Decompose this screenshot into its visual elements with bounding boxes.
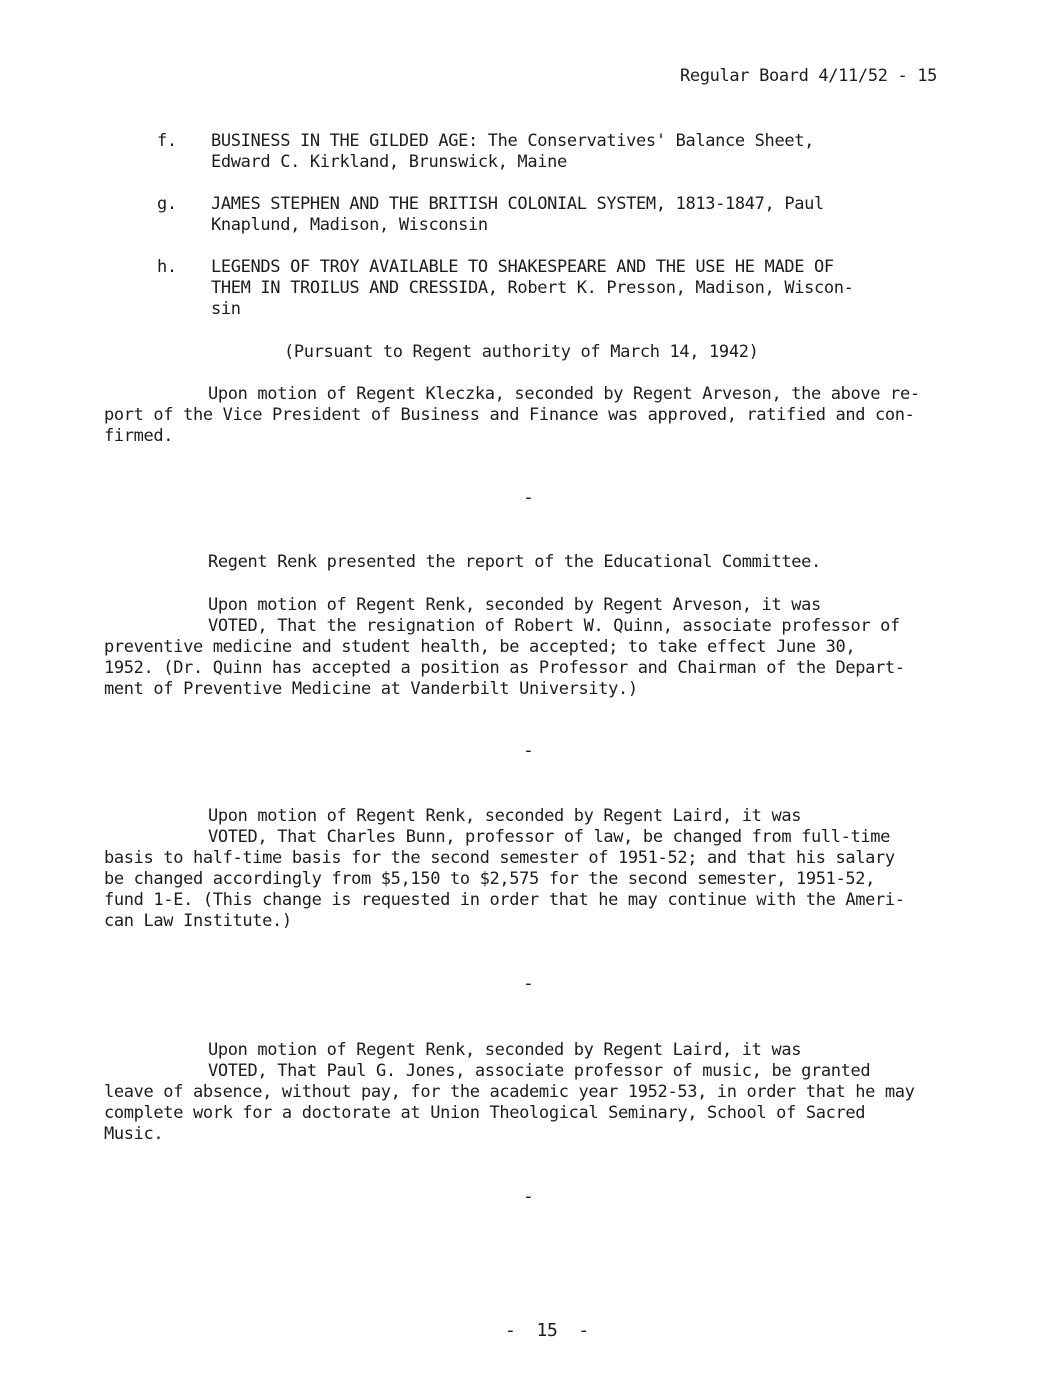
item-h-line-2: THEM IN TROILUS AND CRESSIDA, Robert K. Presson, Madison, Wiscon- <box>211 278 854 298</box>
motion3-line-1: Upon motion of Regent Renk, seconded by Regent Laird, it was <box>208 806 802 826</box>
pursuant-note: (Pursuant to Regent authority of March 14, 1942) <box>284 342 759 362</box>
item-f-letter: f. <box>157 131 177 151</box>
separator-3: - <box>523 973 534 994</box>
item-h-line-1: LEGENDS OF TROY AVAILABLE TO SHAKESPEARE AND THE USE HE MADE OF <box>211 257 834 277</box>
item-g-line-1: JAMES STEPHEN AND THE BRITISH COLONIAL SYSTEM, 1813-1847, Paul <box>211 194 824 214</box>
motion1-line-2: port of the Vice President of Business and Finance was approved, ratified and con- <box>104 405 915 425</box>
item-f-line-2: Edward C. Kirkland, Brunswick, Maine <box>211 152 567 172</box>
motion1-line-1: Upon motion of Regent Kleczka, seconded by Regent Arveson, the above re- <box>208 384 920 404</box>
item-h-letter: h. <box>157 257 177 277</box>
motion3-line-3: basis to half-time basis for the second semester of 1951-52; and that his salary <box>104 848 895 868</box>
motion4-line-1: Upon motion of Regent Renk, seconded by Regent Laird, it was <box>208 1040 802 1060</box>
motion3-line-6: can Law Institute.) <box>104 911 292 931</box>
motion2-line-2: VOTED, That the resignation of Robert W. Quinn, associate professor of <box>208 616 900 636</box>
separator-2: - <box>523 740 534 761</box>
motion3-line-4: be changed accordingly from $5,150 to $2,575 for the second semester, 1951-52, <box>104 869 876 889</box>
item-f-line-1: BUSINESS IN THE GILDED AGE: The Conservatives' Balance Sheet, <box>211 131 814 151</box>
motion4-line-5: Music. <box>104 1124 164 1144</box>
educational-committee-line: Regent Renk presented the report of the Educational Committee. <box>208 552 821 572</box>
motion4-line-3: leave of absence, without pay, for the academic year 1952-53, in order that he may <box>104 1082 915 1102</box>
item-g-line-2: Knaplund, Madison, Wisconsin <box>211 215 488 235</box>
page-number: - 15 - <box>505 1320 589 1341</box>
page-header: Regular Board 4/11/52 - 15 <box>680 66 938 86</box>
motion4-line-4: complete work for a doctorate at Union Theological Seminary, School of Sacred <box>104 1103 866 1123</box>
item-h-line-3: sin <box>211 299 241 319</box>
motion2-line-1: Upon motion of Regent Renk, seconded by Regent Arveson, it was <box>208 595 821 615</box>
motion3-line-2: VOTED, That Charles Bunn, professor of law, be changed from full-time <box>208 827 891 847</box>
separator-4: - <box>523 1186 534 1207</box>
motion2-line-4: 1952. (Dr. Quinn has accepted a position as Professor and Chairman of the Depart- <box>104 658 905 678</box>
motion2-line-3: preventive medicine and student health, be accepted; to take effect June 30, <box>104 637 856 657</box>
separator-1: - <box>523 487 534 508</box>
motion3-line-5: fund 1-E. (This change is requested in order that he may continue with the Ameri- <box>104 890 905 910</box>
motion4-line-2: VOTED, That Paul G. Jones, associate professor of music, be granted <box>208 1061 871 1081</box>
motion1-line-3: firmed. <box>104 426 174 446</box>
item-g-letter: g. <box>157 194 177 214</box>
motion2-line-5: ment of Preventive Medicine at Vanderbilt University.) <box>104 679 638 699</box>
